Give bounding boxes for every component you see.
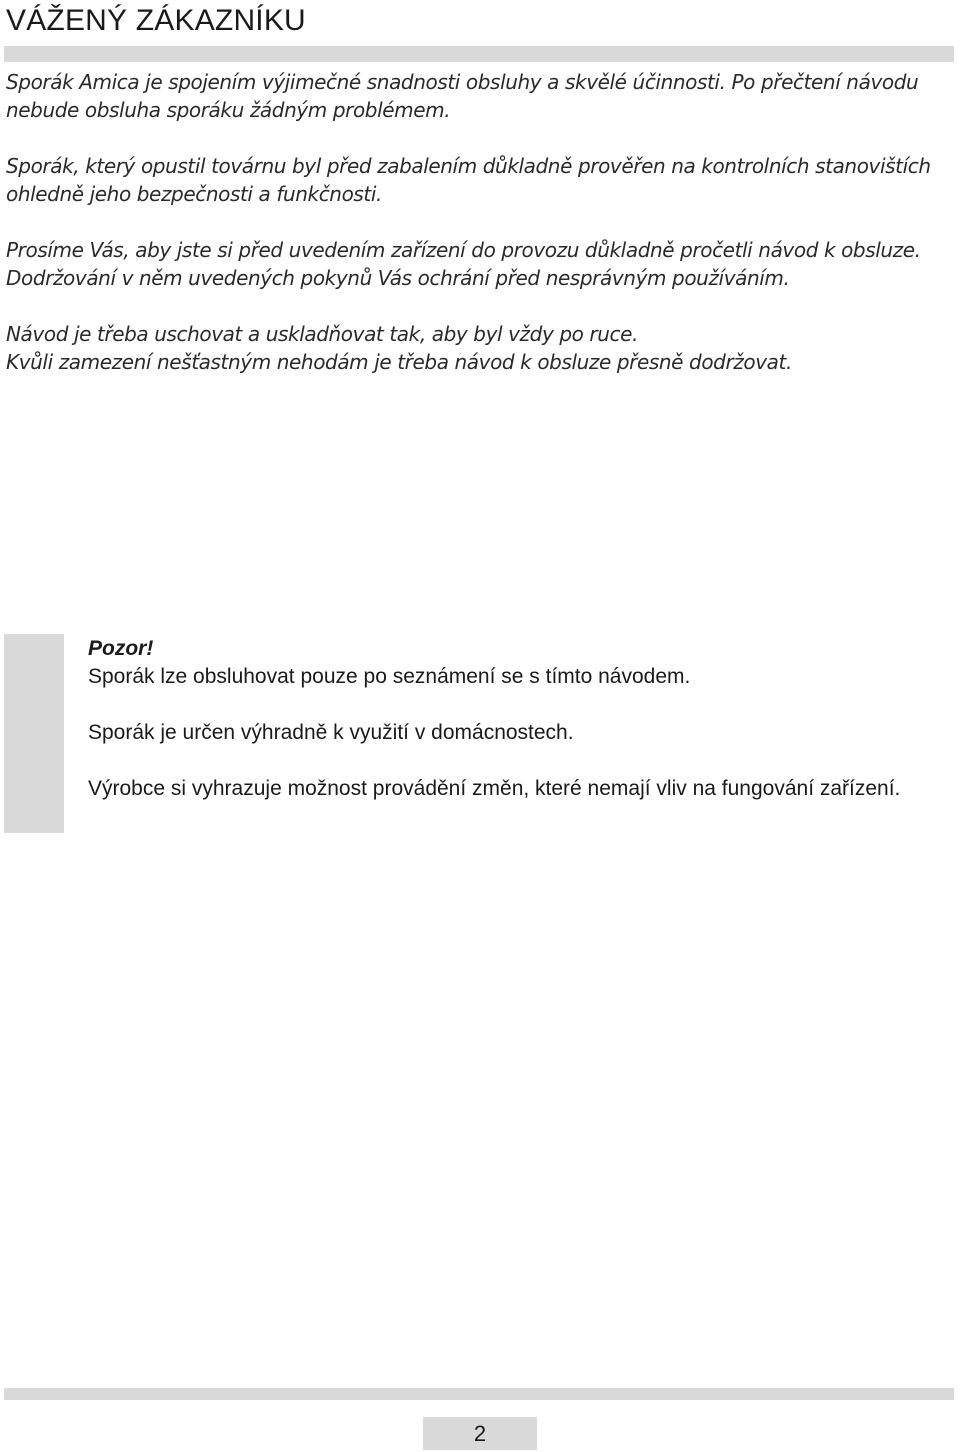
- intro-section: [6, 68, 956, 404]
- header-divider: [4, 46, 954, 62]
- intro-paragraph-1: Sporák Amica je spojením výjimečné snadnosti obsluhy a skvělé účinnosti. Po přečtení návodu nebude obsluha sporáku žádným problémem.: [6, 70, 919, 122]
- intro-paragraph-2: Sporák, který opustil továrnu byl před zabalením důkladně prověřen na kontrolních stanovištích ohledně jeho bezpečnosti a funkčnosti.: [6, 154, 931, 206]
- warning-heading: Pozor!: [88, 637, 154, 660]
- intro-paragraph-3: Prosíme Vás, aby jste si před uvedením zařízení do provozu důkladně pročetli návod k obsluze. Dodržování v něm uvedených pokynů Vás ochrání před nesprávným používáním.: [6, 238, 921, 290]
- intro-paragraph-4: Návod je třeba uschovat a uskladňovat tak, aby byl vždy po ruce.: [6, 322, 638, 346]
- warning-side-bar: [4, 634, 64, 833]
- page-number: 2: [473, 1420, 487, 1446]
- warning-line-3: Výrobce si vyhrazuje možnost provádění změn, které nemají vliv na fungování zařízení.: [88, 777, 901, 800]
- page-title: VÁŽENÝ ZÁKAZNÍKU: [6, 4, 306, 37]
- page-number-box: [423, 1417, 537, 1450]
- footer-divider: [4, 1388, 954, 1400]
- warning-box: [88, 635, 928, 831]
- warning-line-2: Sporák je určen výhradně k využití v domácnostech.: [88, 721, 574, 744]
- intro-paragraph-5: Kvůli zamezení nešťastným nehodám je třeba návod k obsluze přesně dodržovat.: [6, 350, 792, 374]
- warning-line-1: Sporák lze obsluhovat pouze po seznámení se s tímto návodem.: [88, 665, 691, 688]
